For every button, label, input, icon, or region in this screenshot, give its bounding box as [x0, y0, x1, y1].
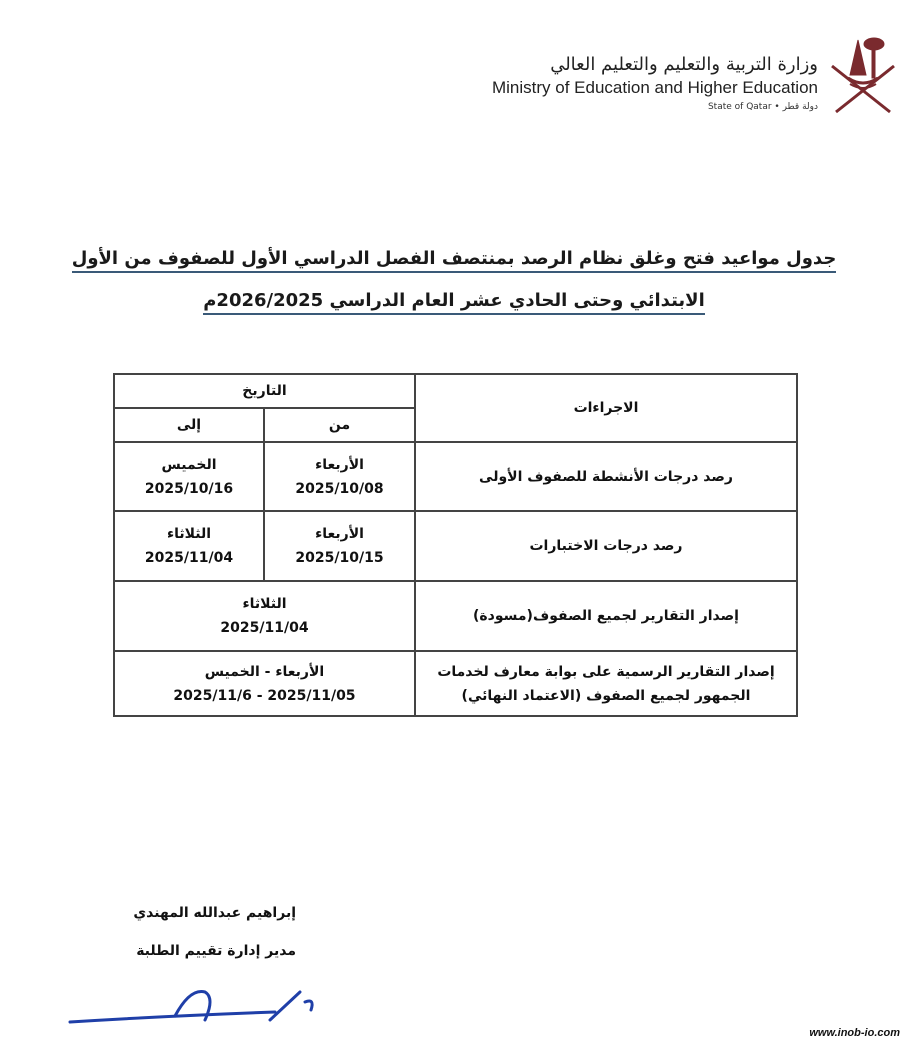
header-to: إلى	[114, 408, 264, 442]
procedure-cell: رصد درجات الأنشطة للصفوف الأولى	[415, 442, 797, 511]
header-procedures: الاجراءات	[415, 374, 797, 442]
document-title-line1: جدول مواعيد فتح وغلق نظام الرصد بمنتصف الفصل الدراسي الأول للصفوف من الأول	[0, 248, 908, 269]
qatar-emblem-logo	[828, 30, 898, 116]
header-from: من	[264, 408, 415, 442]
to-cell: الخميس 2025/10/16	[114, 442, 264, 511]
signatory-role: مدير إدارة تقييم الطلبة	[136, 943, 296, 959]
date-cell: الأربعاء - الخميس 2025/11/6 - 2025/11/05	[114, 651, 415, 716]
handwritten-signature	[65, 980, 325, 1030]
ministry-name-arabic: وزارة التربية والتعليم والتعليم العالي	[550, 54, 818, 75]
schedule-table	[113, 373, 798, 717]
table-row	[114, 581, 797, 651]
table-row	[114, 442, 797, 511]
header-date: التاريخ	[114, 374, 415, 408]
date-cell: الثلاثاء 2025/11/04	[114, 581, 415, 651]
procedure-cell: رصد درجات الاختبارات	[415, 511, 797, 581]
procedure-cell: إصدار التقارير لجميع الصفوف(مسودة)	[415, 581, 797, 651]
website-footer: www.inob-io.com	[809, 1027, 900, 1039]
state-label: State of Qatar • دولة قطر	[707, 102, 818, 112]
ministry-name-english: Ministry of Education and Higher Education	[491, 78, 818, 97]
letterhead	[448, 30, 898, 120]
from-cell: الأربعاء 2025/10/15	[264, 511, 415, 581]
to-cell: الثلاثاء 2025/11/04	[114, 511, 264, 581]
signatory-name: إبراهيم عبدالله المهندي	[133, 905, 296, 921]
table-row	[114, 511, 797, 581]
table-row	[114, 651, 797, 716]
procedure-cell: إصدار التقارير الرسمية على بوابة معارف لخدمات الجمهور لجميع الصفوف (الاعتماد النهائي)	[415, 651, 797, 716]
from-cell: الأربعاء 2025/10/08	[264, 442, 415, 511]
document-title-line2: الابتدائي وحتى الحادي عشر العام الدراسي 2026/2025م	[0, 290, 908, 311]
